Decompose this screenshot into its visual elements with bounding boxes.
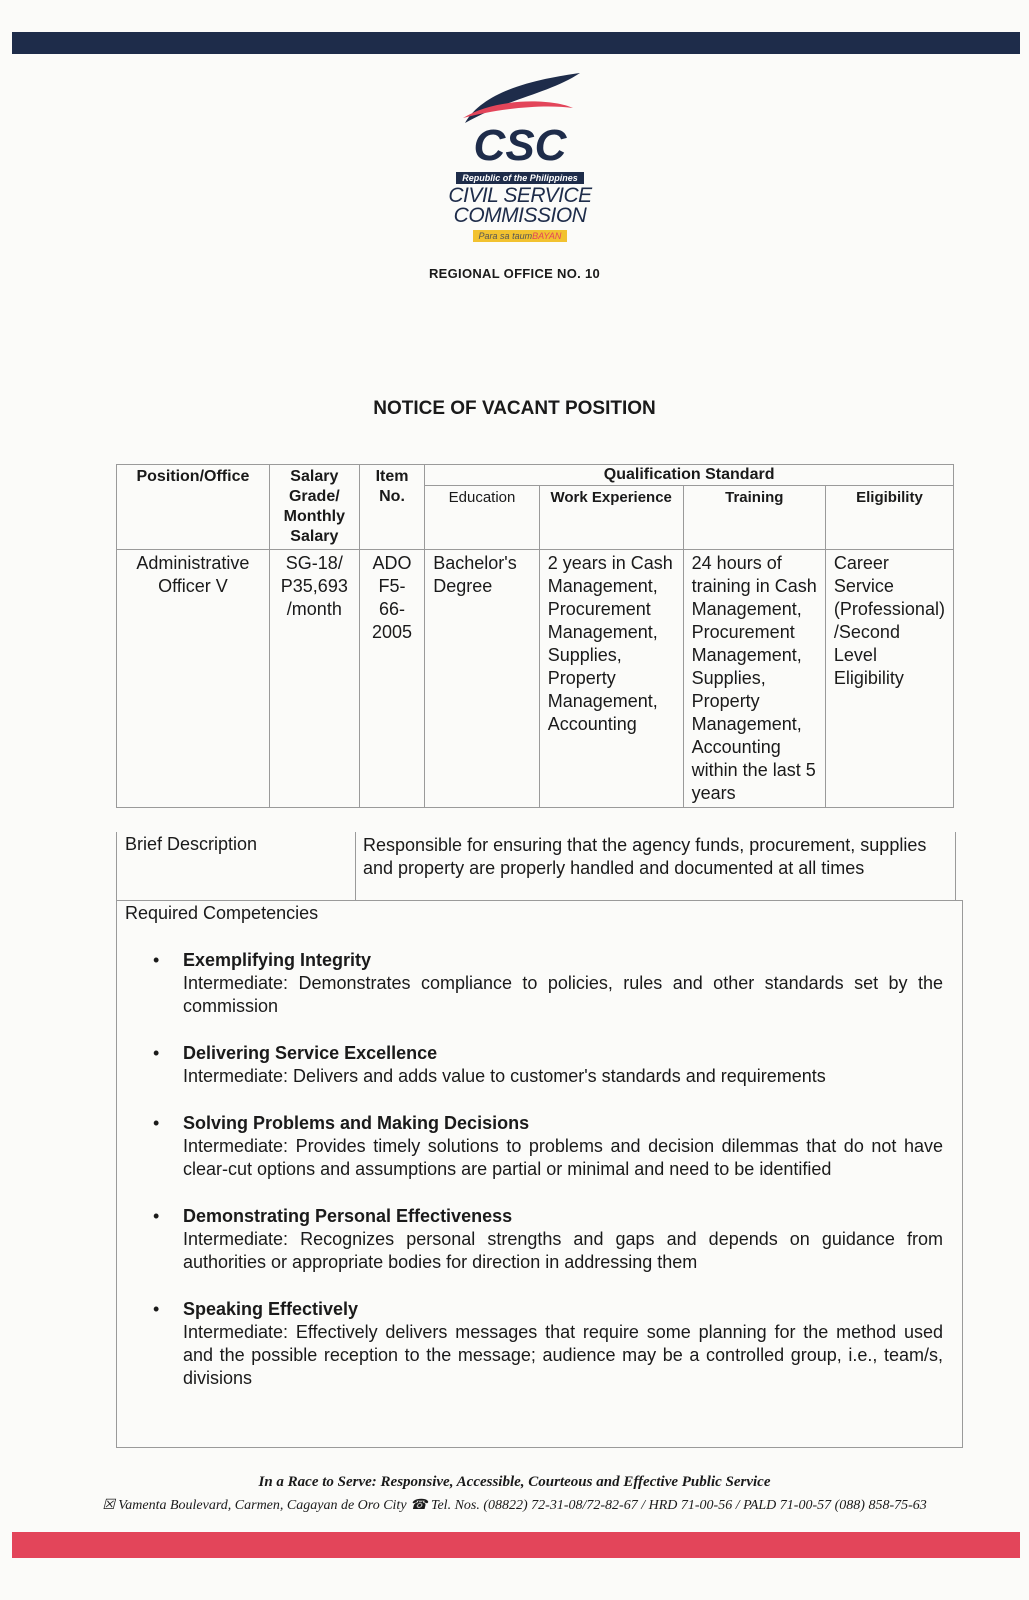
csc-logo bbox=[440, 68, 600, 258]
csc-swoosh-icon bbox=[455, 68, 585, 168]
competency-name: Solving Problems and Making Decisions bbox=[183, 1113, 530, 1133]
list-item bbox=[153, 1112, 943, 1181]
page-title: NOTICE OF VACANT POSITION bbox=[373, 398, 656, 419]
col-training: Training bbox=[683, 486, 825, 550]
tagline-prefix: Para sa taum bbox=[478, 231, 533, 241]
list-item bbox=[153, 1042, 943, 1088]
cell-item-no: ADO F5-66-2005 bbox=[359, 550, 424, 808]
competency-desc: Intermediate: Recognizes personal strengths and gaps and depends on guidance from authorities or appropriate bodies for direction in addressing them bbox=[183, 1229, 943, 1272]
cell-training: 24 hours of training in Cash Management, Procurement Management, Supplies, Property Management, Accounting within the last 5 years bbox=[683, 550, 825, 808]
brief-description-section bbox=[116, 832, 956, 901]
competency-desc: Intermediate: Delivers and adds value to customer's standards and requirements bbox=[183, 1066, 826, 1086]
list-item bbox=[153, 949, 943, 1018]
competency-desc: Intermediate: Provides timely solutions to problems and decision dilemmas that do not have clear-cut options and assumptions are partial or minimal and need to be identified bbox=[183, 1136, 943, 1179]
header-row bbox=[117, 465, 954, 486]
col-position-office: Position/Office bbox=[117, 465, 270, 550]
competency-desc: Intermediate: Effectively delivers messages that require some planning for the method used and the possible reception to the message; audience may be a controlled group, i.e., team/s, divisions bbox=[183, 1322, 943, 1388]
list-item bbox=[153, 1205, 943, 1274]
bullet-icon: • bbox=[153, 1206, 160, 1226]
republic-label: Republic of the Philippines bbox=[456, 172, 584, 184]
col-eligibility: Eligibility bbox=[825, 486, 953, 550]
brief-description-label: Brief Description bbox=[125, 834, 258, 854]
bullet-icon: • bbox=[153, 1043, 160, 1063]
csc-abbrev: CSC bbox=[473, 121, 567, 168]
competency-name: Speaking Effectively bbox=[183, 1299, 359, 1319]
vacancy-table bbox=[116, 464, 954, 808]
table-row bbox=[117, 550, 954, 808]
list-item bbox=[153, 1298, 943, 1390]
tagline-suffix: BAYAN bbox=[532, 231, 562, 241]
commission-name-line2: COMMISSION bbox=[453, 204, 587, 227]
footer-red-bar bbox=[12, 1532, 1020, 1558]
cell-work-experience: 2 years in Cash Management, Procurement Management, Supplies, Property Management, Accounting bbox=[539, 550, 683, 808]
logo-tagline bbox=[473, 230, 568, 242]
bullet-icon: • bbox=[153, 1299, 160, 1319]
regional-office: REGIONAL OFFICE NO. 10 bbox=[428, 266, 601, 281]
col-education: Education bbox=[425, 486, 539, 550]
col-item-no: Item No. bbox=[359, 465, 424, 550]
brief-description-text: Responsible for ensuring that the agency funds, procurement, supplies and property are properly handled and documented at all times bbox=[363, 835, 927, 878]
cell-eligibility: Career Service (Professional) /Second Level Eligibility bbox=[825, 550, 953, 808]
competency-list bbox=[153, 949, 943, 1414]
cell-education: Bachelor's Degree bbox=[425, 550, 539, 808]
footer-motto: In a Race to Serve: Responsive, Accessible, Courteous and Effective Public Service bbox=[258, 1474, 771, 1490]
cell-position-office: Administrative Officer V bbox=[117, 550, 270, 808]
col-salary: Salary Grade/ Monthly Salary bbox=[269, 465, 359, 550]
competency-name: Delivering Service Excellence bbox=[183, 1043, 438, 1063]
competencies-section bbox=[116, 900, 963, 1448]
header-navy-bar bbox=[12, 32, 1020, 54]
cell-salary: SG-18/ P35,693 /month bbox=[269, 550, 359, 808]
competencies-label: Required Competencies bbox=[125, 903, 319, 923]
bullet-icon: • bbox=[153, 1113, 160, 1133]
brief-divider bbox=[355, 832, 356, 900]
col-work-experience: Work Experience bbox=[539, 486, 683, 550]
competency-name: Exemplifying Integrity bbox=[183, 950, 372, 970]
competency-desc: Intermediate: Demonstrates compliance to policies, rules and other standards set by the commission bbox=[183, 973, 943, 1016]
commission-name-line1: CIVIL SERVICE bbox=[448, 184, 592, 207]
col-qualification-standard: Qualification Standard bbox=[425, 465, 954, 486]
competency-name: Demonstrating Personal Effectiveness bbox=[183, 1206, 513, 1226]
footer-address: ☒ Vamenta Boulevard, Carmen, Cagayan de Oro City ☎ Tel. Nos. (08822) 72-31-08/72-82-67 / HRD 71-00-56 / PALD 71-00-57 (088) 858-75-63 bbox=[102, 1498, 927, 1513]
bullet-icon: • bbox=[153, 950, 160, 970]
